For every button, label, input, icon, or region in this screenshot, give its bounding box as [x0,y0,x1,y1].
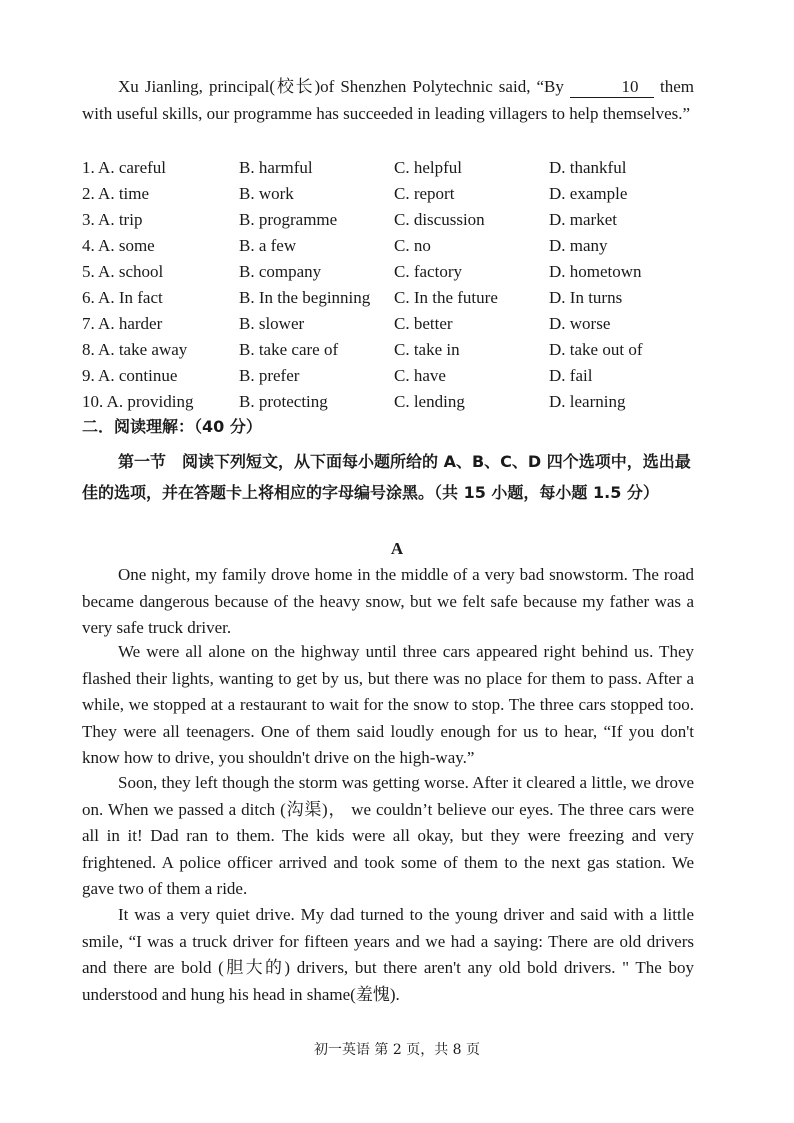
intro-text-end: them with useful skills, our programme has succeeded in leading villagers to help themselves.” [82,77,694,123]
option-d: D. example [549,184,628,203]
option-a: 8. A. take away [82,340,188,359]
page-footer: 初一英语 第 2 页，共 8 页 [313,1042,481,1058]
option-row [82,181,702,207]
option-b: B. take care of [239,340,339,359]
option-d: D. many [549,236,608,255]
option-row [82,285,702,311]
intro-text-start: Xu Jianling, principal(校长)of Shenzhen Polytechnic said, “By [118,77,570,96]
options-table [82,155,702,415]
option-row [82,389,702,415]
option-b: B. harmful [239,158,313,177]
option-row [82,363,702,389]
option-row [82,155,702,181]
option-row [82,259,702,285]
option-d: D. worse [549,314,611,333]
option-c: C. no [394,236,431,255]
option-a: 9. A. continue [82,366,178,385]
option-a: 6. A. In fact [82,288,163,307]
option-b: B. programme [239,210,338,229]
option-d: D. hometown [549,262,642,281]
option-a: 10. A. providing [82,392,194,411]
option-row [82,207,702,233]
passage-paragraph-3: Soon, they left though the storm was getting worse. After it cleared a little, we drove on. When we passed a ditch (沟渠)， we couldn’t believe our eyes. The three cars were all in it! Dad ran to them. The kids were all okay, but they were freezing and very frightened. A police officer arrived and took some of them to the next gas station. We gave two of them a ride. [82,773,694,898]
option-c: C. report [394,184,455,203]
option-a: 3. A. trip [82,210,143,229]
option-c: C. have [394,366,446,385]
option-c: C. take in [394,340,460,359]
option-a: 4. A. some [82,236,155,255]
option-c: C. discussion [394,210,485,229]
option-row [82,337,702,363]
option-c: C. factory [394,262,462,281]
option-b: B. company [239,262,322,281]
intro-paragraph [82,74,694,127]
passage-paragraph-1: One night, my family drove home in the middle of a very bad snowstorm. The road became dangerous because of the heavy snow, but we felt safe because my father was a very safe truck driver. [82,565,694,637]
section-instructions: 第一节 阅读下列短文，从下面每小题所给的 A、B、C、D 四个选项中，选出最佳的选项，并在答题卡上将相应的字母编号涂黑。（共 15 小题，每小题 1.5 分） [82,452,691,502]
option-row [82,233,702,259]
option-a: 1. A. careful [82,158,167,177]
option-a: 2. A. time [82,184,150,203]
passage-label: A [390,539,404,558]
option-c: C. helpful [394,158,462,177]
answer-blank-10: 10 [570,77,654,98]
option-d: D. fail [549,366,593,385]
option-d: D. learning [549,392,626,411]
option-c: C. In the future [394,288,498,307]
option-b: B. protecting [239,392,328,411]
option-d: D. take out of [549,340,643,359]
option-d: D. In turns [549,288,623,307]
option-b: B. a few [239,236,297,255]
section-heading: 二．阅读理解：（40 分） [82,417,262,436]
option-b: B. In the beginning [239,288,371,307]
option-c: C. better [394,314,453,333]
option-a: 5. A. school [82,262,164,281]
option-c: C. lending [394,392,465,411]
option-d: D. market [549,210,617,229]
option-b: B. prefer [239,366,300,385]
option-b: B. work [239,184,294,203]
option-d: D. thankful [549,158,627,177]
passage-paragraph-2: We were all alone on the highway until three cars appeared right behind us. They flashed their lights, wanting to get by us, but there was no place for them to pass. After a while, we stopped at a restaurant to wait for the snow to stop. The three cars stopped too. They were all teenagers. One of them said loudly enough for us to hear, “If you don't know how to drive, you shouldn't drive on the high-way.” [82,642,694,767]
option-a: 7. A. harder [82,314,163,333]
option-row [82,311,702,337]
option-b: B. slower [239,314,305,333]
passage-paragraph-4: It was a very quiet drive. My dad turned to the young driver and said with a little smile, “I was a truck driver for fifteen years and we had a saying: There are old drivers and there are bold (胆大的) drivers, but there aren't any old bold drivers. " The boy understood and hung his head in shame(羞愧). [82,905,694,1004]
